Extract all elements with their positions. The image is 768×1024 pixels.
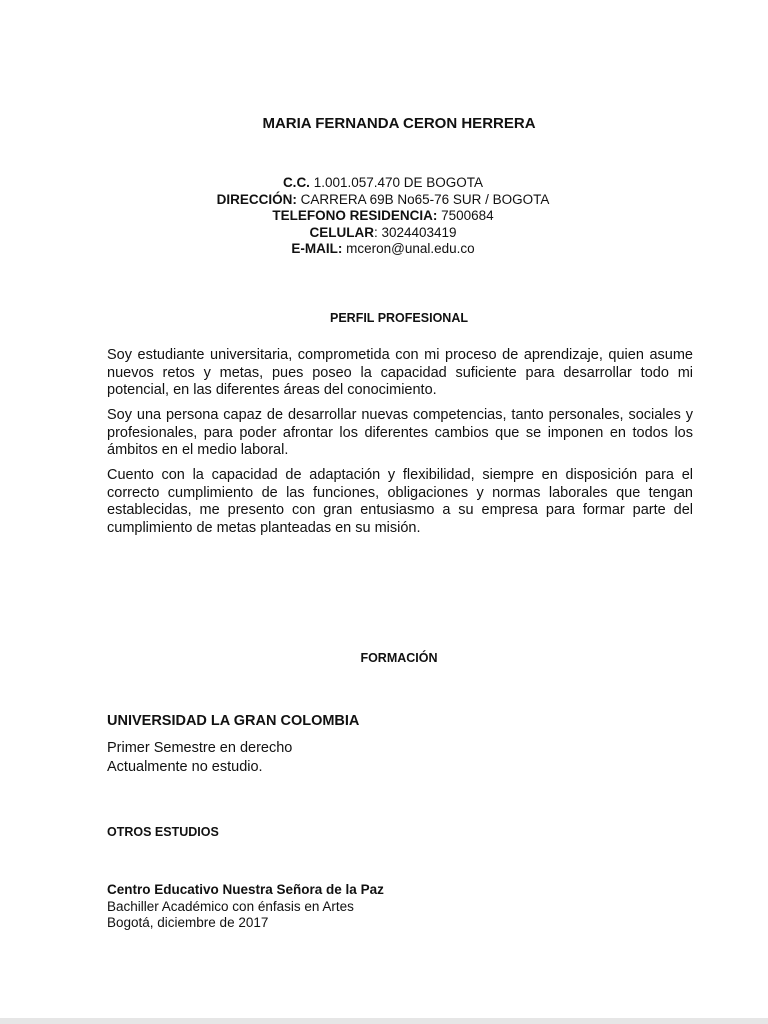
page-bottom-edge xyxy=(0,1018,768,1024)
cell-phone-value: : 3024403419 xyxy=(373,224,457,240)
professional-profile-heading: PERFIL PROFESIONAL xyxy=(330,311,468,325)
id-number-line xyxy=(0,175,766,192)
school-location-date: Bogotá, diciembre de 2017 xyxy=(107,915,269,930)
school-degree: Bachiller Académico con énfasis en Artes xyxy=(107,898,354,914)
other-studies-entry xyxy=(107,882,384,932)
contact-block xyxy=(0,175,766,258)
home-phone-line xyxy=(0,208,766,225)
email-line xyxy=(0,241,766,258)
home-phone-label: TELEFONO RESIDENCIA: xyxy=(272,208,438,223)
home-phone-value: 7500684 xyxy=(437,208,494,223)
cell-phone-label: CELULAR xyxy=(309,224,374,240)
other-studies-heading: OTROS ESTUDIOS xyxy=(107,825,219,839)
address-label: DIRECCIÓN: xyxy=(216,191,297,207)
education-heading: FORMACIÓN xyxy=(360,651,438,665)
email-label: E-MAIL: xyxy=(291,241,343,256)
profile-paragraph: Soy una persona capaz de desarrollar nuevas competencias, tanto personales, sociales y profesionales, para poder afrontar los diferentes cambios que se imponen en todos los ámbitos en el medio laboral. xyxy=(107,407,693,458)
school-name: Centro Educativo Nuestra Señora de la Paz xyxy=(107,882,384,897)
profile-paragraph: Cuento con la capacidad de adaptación y flexibilidad, siempre en disposición para el correcto cumplimiento de las funciones, obligaciones y normas laborales que tengan establecidas, me presento con gran entusiasmo a su empresa para formar parte del cumplimiento de metas planteadas en su misión. xyxy=(107,467,693,536)
id-number-label: C.C. xyxy=(282,175,310,190)
professional-profile-body xyxy=(107,347,693,545)
address-line xyxy=(0,192,766,209)
university-detail: Actualmente no estudio. xyxy=(107,759,263,775)
email-value: mceron@unal.edu.co xyxy=(342,241,475,256)
address-value: CARRERA 69B No65-76 SUR / BOGOTA xyxy=(296,191,550,207)
id-number-value: 1.001.057.470 DE BOGOTA xyxy=(309,175,484,190)
university-name: UNIVERSIDAD LA GRAN COLOMBIA xyxy=(107,713,360,729)
university-detail: Primer Semestre en derecho xyxy=(107,740,293,756)
university-details xyxy=(107,739,292,777)
candidate-name: MARIA FERNANDA CERON HERRERA xyxy=(262,115,536,132)
cell-phone-line xyxy=(0,225,766,242)
profile-paragraph: Soy estudiante universitaria, comprometida con mi proceso de aprendizaje, quien asume nuevos retos y metas, pues poseo la capacidad suficiente para desarrollar todo mi potencial, en las diferentes áreas del conocimiento. xyxy=(107,347,693,398)
